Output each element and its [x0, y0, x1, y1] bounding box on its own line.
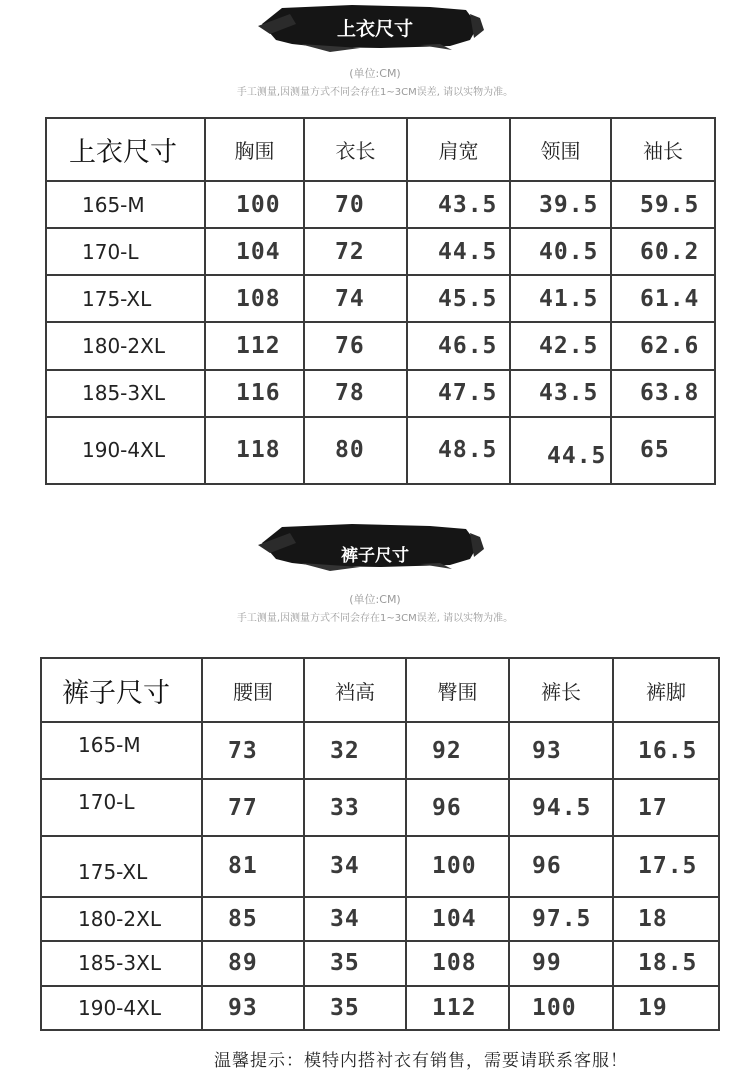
value-cell: 72 — [304, 228, 407, 275]
value-cell: 85 — [202, 897, 304, 941]
value-cell: 76 — [304, 322, 407, 369]
column-header: 裤长 — [509, 658, 613, 722]
header-row — [41, 658, 719, 722]
measurement-note — [0, 65, 750, 98]
size-label: 175-XL — [41, 836, 202, 896]
size-label: 180-2XL — [41, 897, 202, 941]
value-cell: 47.5 — [407, 370, 510, 417]
value-cell: 74 — [304, 275, 407, 322]
value-cell: 44.5 — [407, 228, 510, 275]
value-cell: 42.5 — [510, 322, 611, 369]
value-cell: 112 — [406, 986, 509, 1030]
value-cell: 99 — [509, 941, 613, 985]
column-header: 袖长 — [611, 118, 715, 181]
corner-label: 裤子尺寸 — [41, 658, 202, 722]
value-cell: 92 — [406, 722, 509, 779]
size-label: 170-L — [41, 779, 202, 836]
value-cell: 46.5 — [407, 322, 510, 369]
value-cell: 41.5 — [510, 275, 611, 322]
value-cell: 17.5 — [613, 836, 719, 896]
value-cell: 16.5 — [613, 722, 719, 779]
table-row — [41, 836, 719, 896]
size-label: 190-4XL — [41, 986, 202, 1030]
value-cell: 104 — [406, 897, 509, 941]
value-cell: 39.5 — [510, 181, 611, 228]
value-cell: 118 — [205, 417, 304, 484]
value-cell: 112 — [205, 322, 304, 369]
size-label: 190-4XL — [46, 417, 205, 484]
value-cell: 93 — [202, 986, 304, 1030]
top-size-table — [45, 117, 716, 485]
value-cell: 33 — [304, 779, 406, 836]
value-cell: 116 — [205, 370, 304, 417]
table-row — [46, 370, 715, 417]
value-cell: 70 — [304, 181, 407, 228]
size-label: 175-XL — [46, 275, 205, 322]
corner-label: 上衣尺寸 — [46, 118, 205, 181]
value-cell: 108 — [406, 941, 509, 985]
header-row — [46, 118, 715, 181]
value-cell: 108 — [205, 275, 304, 322]
table-row — [46, 228, 715, 275]
value-cell: 63.8 — [611, 370, 715, 417]
size-label: 185-3XL — [41, 941, 202, 985]
footer-tip: 温馨提示：模特内搭衬衣有销售，需要请联系客服！ — [214, 1051, 628, 1071]
value-cell: 89 — [202, 941, 304, 985]
value-cell: 34 — [304, 836, 406, 896]
size-label: 170-L — [46, 228, 205, 275]
value-cell: 32 — [304, 722, 406, 779]
table-row — [41, 897, 719, 941]
bottom-size-table — [40, 657, 720, 1031]
table-row — [46, 322, 715, 369]
error-note: 手工测量,因测量方式不同会存在1~3CM误差, 请以实物为准。 — [236, 87, 514, 98]
value-cell: 45.5 — [407, 275, 510, 322]
value-cell: 44.5 — [510, 417, 611, 484]
value-cell: 104 — [205, 228, 304, 275]
table-row — [46, 275, 715, 322]
value-cell: 35 — [304, 986, 406, 1030]
column-header: 胸围 — [205, 118, 304, 181]
value-cell: 94.5 — [509, 779, 613, 836]
value-cell: 78 — [304, 370, 407, 417]
value-cell: 60.2 — [611, 228, 715, 275]
size-label: 185-3XL — [46, 370, 205, 417]
value-cell: 43.5 — [407, 181, 510, 228]
table-row — [41, 779, 719, 836]
value-cell: 62.6 — [611, 322, 715, 369]
value-cell: 93 — [509, 722, 613, 779]
value-cell: 96 — [509, 836, 613, 896]
banner-title: 上衣尺寸 — [336, 18, 413, 40]
value-cell: 59.5 — [611, 181, 715, 228]
value-cell: 48.5 — [407, 417, 510, 484]
column-header: 领围 — [510, 118, 611, 181]
value-cell: 77 — [202, 779, 304, 836]
size-label: 180-2XL — [46, 322, 205, 369]
value-cell: 18 — [613, 897, 719, 941]
size-label: 165-M — [41, 722, 202, 779]
value-cell: 40.5 — [510, 228, 611, 275]
measurement-note — [0, 591, 750, 624]
value-cell: 43.5 — [510, 370, 611, 417]
column-header: 臀围 — [406, 658, 509, 722]
value-cell: 80 — [304, 417, 407, 484]
table-row — [46, 417, 715, 484]
unit-note: (单位:CM) — [349, 593, 401, 606]
value-cell: 96 — [406, 779, 509, 836]
value-cell: 100 — [205, 181, 304, 228]
column-header: 腰围 — [202, 658, 304, 722]
value-cell: 100 — [406, 836, 509, 896]
value-cell: 35 — [304, 941, 406, 985]
table-row — [41, 722, 719, 779]
value-cell: 65 — [611, 417, 715, 484]
value-cell: 73 — [202, 722, 304, 779]
size-label: 165-M — [46, 181, 205, 228]
value-cell: 100 — [509, 986, 613, 1030]
value-cell: 17 — [613, 779, 719, 836]
column-header: 裆高 — [304, 658, 406, 722]
top-banner — [0, 0, 750, 70]
unit-note: (单位:CM) — [349, 67, 401, 80]
error-note: 手工测量,因测量方式不同会存在1~3CM误差, 请以实物为准。 — [236, 613, 514, 624]
value-cell: 18.5 — [613, 941, 719, 985]
value-cell: 34 — [304, 897, 406, 941]
value-cell: 81 — [202, 836, 304, 896]
value-cell: 61.4 — [611, 275, 715, 322]
value-cell: 19 — [613, 986, 719, 1030]
column-header: 衣长 — [304, 118, 407, 181]
table-row — [46, 181, 715, 228]
table-row — [41, 941, 719, 985]
table-row — [41, 986, 719, 1030]
banner-title: 裤子尺寸 — [341, 546, 409, 566]
bottom-banner — [0, 519, 750, 589]
value-cell: 97.5 — [509, 897, 613, 941]
column-header: 肩宽 — [407, 118, 510, 181]
column-header: 裤脚 — [613, 658, 719, 722]
